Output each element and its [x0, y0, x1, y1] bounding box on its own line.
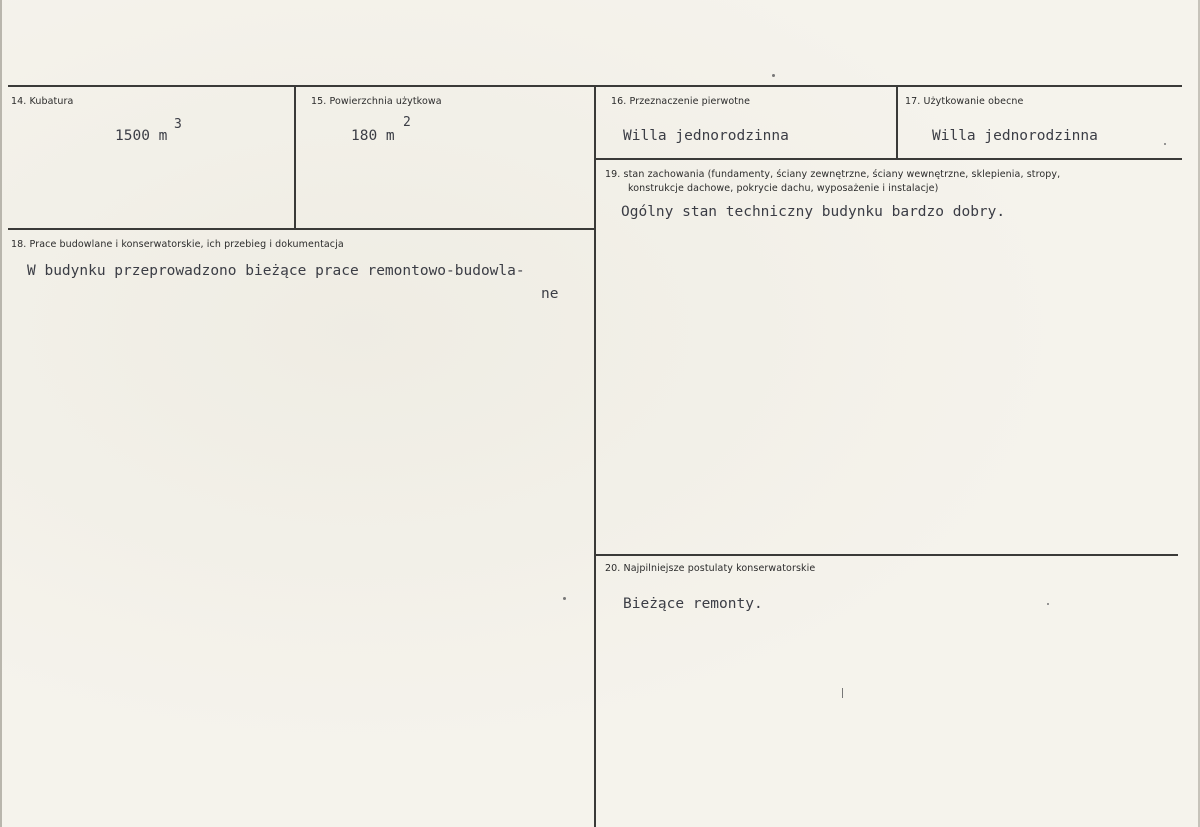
field-15-label: 15. Powierzchnia użytkowa — [311, 96, 442, 107]
divider-14-15 — [294, 86, 296, 229]
field-19-value: Ogólny stan techniczny budynku bardzo dobry. — [621, 204, 1006, 220]
field-15-exponent: 2 — [403, 115, 411, 130]
paper-speck — [563, 597, 566, 600]
row1-bottom-rule-left — [8, 228, 596, 230]
field-16-label: 16. Przeznaczenie pierwotne — [611, 96, 751, 107]
field-19-label-line1: 19. stan zachowania (fundamenty, ściany zewnętrzne, ściany wewnętrzne, sklepienia, stropy, — [605, 169, 1061, 180]
field-20-label: 20. Najpilniejsze postulaty konserwatorskie — [605, 563, 816, 574]
field-17-label: 17. Użytkowanie obecne — [905, 96, 1024, 107]
field-19-label-line2: konstrukcje dachowe, pokrycie dachu, wyposażenie i instalacje) — [628, 183, 939, 194]
field19-bottom-rule — [596, 554, 1178, 556]
field-14-value: 1500 m — [115, 128, 168, 144]
divider-16-17 — [896, 86, 898, 159]
card-left-edge — [0, 0, 2, 827]
field-17-value: Willa jednorodzinna — [932, 128, 1098, 144]
field-15-value: 180 m — [351, 128, 395, 144]
field-18-value-line2: ne — [541, 286, 559, 302]
paper-speck — [842, 688, 843, 698]
field-14-label: 14. Kubatura — [11, 96, 74, 107]
divider-main — [594, 86, 596, 827]
field-18-label: 18. Prace budowlane i konserwatorskie, ich przebieg i dokumentacja — [11, 239, 344, 250]
row1-bottom-rule-right — [596, 158, 1182, 160]
paper-speck — [1047, 603, 1049, 605]
field-16-value: Willa jednorodzinna — [623, 128, 789, 144]
field-18-value-line1: W budynku przeprowadzono bieżące prace remontowo-budowla- — [27, 263, 525, 279]
paper-speck — [1164, 143, 1166, 145]
paper-speck — [772, 74, 775, 77]
field-14-exponent: 3 — [174, 117, 182, 132]
field-20-value: Bieżące remonty. — [623, 596, 763, 612]
